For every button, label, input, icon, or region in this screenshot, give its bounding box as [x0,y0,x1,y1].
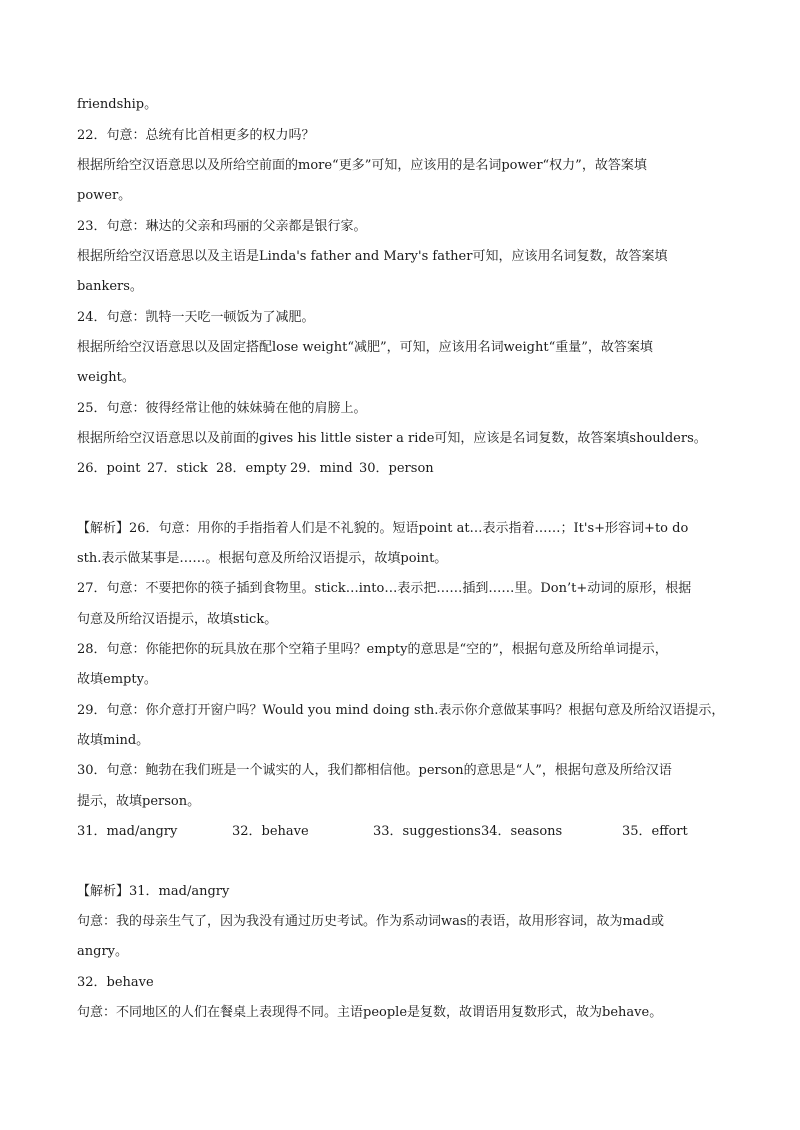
text-line: 根据所给空汉语意思以及前面的gives his little sister a ride可知，应该是名词复数，故答案填shoulders。 [77,431,707,446]
text-line: 故填empty。 [77,672,157,687]
answer-item: 27．stick [147,461,208,476]
text-line: bankers。 [77,279,143,294]
answer-item: 34．seasons [481,824,563,839]
answer-item: 35．effort [622,824,688,839]
text-line: 提示，故填person。 [77,794,201,809]
text-line: 故填mind。 [77,733,150,748]
text-line: 32．behave [77,975,154,990]
text-line: sth.表示做某事是……。根据句意及所给汉语提示，故填point。 [77,551,448,566]
text-line: 根据所给空汉语意思以及固定搭配lose weight“减肥”，可知，应该用名词weight“重量”，故答案填 [77,340,653,355]
text-line: 29．句意：你介意打开窗户吗？Would you mind doing sth.表示你介意做某事吗？根据句意及所给汉语提示， [77,703,725,718]
text-line: 句意：不同地区的人们在餐桌上表现得不同。主语people是复数，故谓语用复数形式，故为behave。 [77,1005,663,1020]
text-line: 23．句意：琳达的父亲和玛丽的父亲都是银行家。 [77,219,367,234]
text-line: friendship。 [77,97,158,112]
answer-item: 29．mind [290,461,353,476]
text-line: 22．句意：总统有比首相更多的权力吗？ [77,128,315,143]
text-line: angry。 [77,944,129,959]
answer-item: 33．suggestions [373,824,481,839]
text-line: 【解析】26．句意：用你的手指指着人们是不礼貌的。短语point at…表示指着……；It's+形容词+to do [77,521,689,536]
text-line: 句意及所给汉语提示，故填stick。 [77,612,278,627]
text-line: weight。 [77,370,135,385]
text-line: 27．句意：不要把你的筷子插到食物里。stick…into…表示把……插到……里。Don’t+动词的原形，根据 [77,581,692,596]
answer-item: 31．mad/angry [77,824,178,839]
answer-item: 32．behave [232,824,309,839]
text-line: 28．句意：你能把你的玩具放在那个空箱子里吗？empty的意思是“空的”，根据句意及所给单词提示， [77,642,668,657]
answer-item: 30．person [359,461,434,476]
text-line: 24．句意：凯特一天吃一顿饭为了减肥。 [77,310,315,325]
text-line: power。 [77,188,132,203]
text-line: 30．句意：鲍勃在我们班是一个诚实的人，我们都相信他。person的意思是“人”，根据句意及所给汉语 [77,763,672,778]
text-line: 句意：我的母亲生气了，因为我没有通过历史考试。作为系动词was的表语，故用形容词，故为mad或 [77,914,664,929]
answer-item: 28．empty [216,461,287,476]
text-line: 根据所给空汉语意思以及主语是Linda's father and Mary's father可知，应该用名词复数，故答案填 [77,249,668,264]
text-line: 根据所给空汉语意思以及所给空前面的more“更多”可知，应该用的是名词power“权力”，故答案填 [77,158,647,173]
text-line: 25．句意：彼得经常让他的妹妹骑在他的肩膀上。 [77,401,367,416]
text-line: 【解析】31．mad/angry [77,884,230,899]
answer-item: 26．point [77,461,141,476]
